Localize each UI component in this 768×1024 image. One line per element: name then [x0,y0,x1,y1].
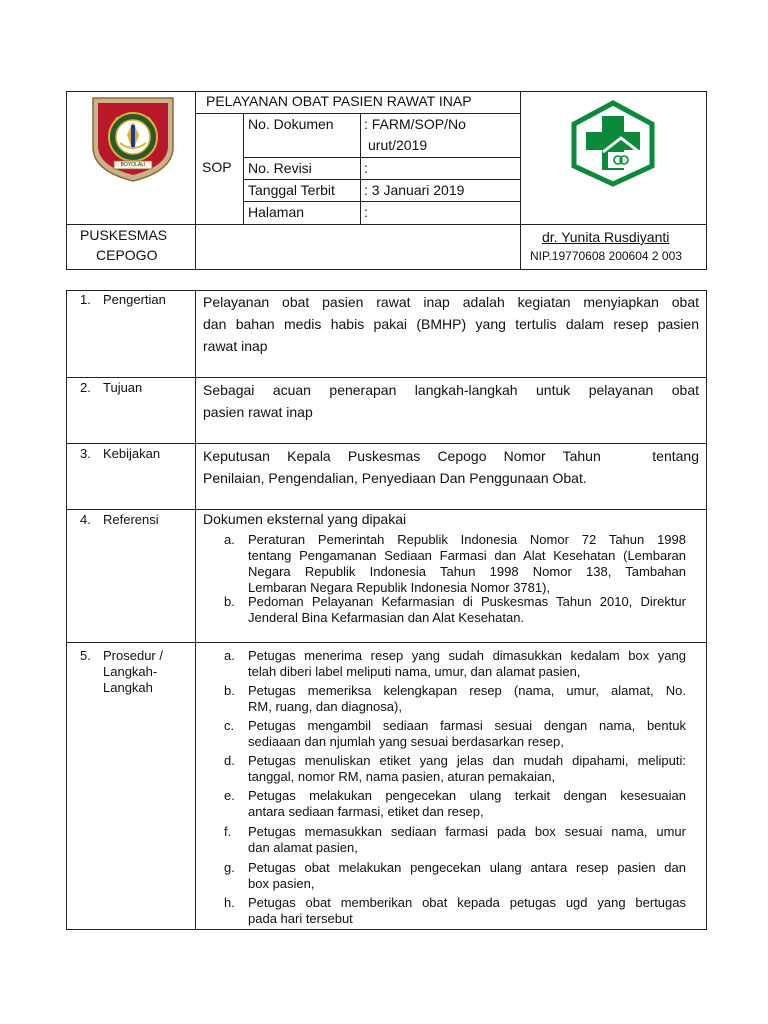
list-marker: e. [224,788,235,803]
procedure-step-e [224,788,686,820]
procedure-step-h [224,895,686,927]
reference-item-line: Negara Republik Indonesia Tahun 1998 Nomor 138, Tambahan [248,564,686,579]
procedure-step-line: Petugas mengambil sediaan farmasi sesuai dengan nama, bentuk [248,718,686,733]
procedure-step-line: Petugas melakukan pengecekan ulang terkait dengan kesesuaian [248,788,686,803]
sop-label: SOP [202,159,232,175]
page-label: Halaman [248,204,305,220]
list-marker: d. [224,753,235,768]
crest-ribbon-text: BOYOLALI [120,162,146,168]
reference-item-a [224,532,686,596]
procedure-step-line: sediaaan dan njumlah yang sesuai berdasarkan resep, [248,734,564,749]
section-1-line-1: Pelayanan obat pasien rawat inap adalah kegiatan menyiapkan obat [203,294,699,310]
revision-label: No. Revisi [248,160,312,176]
document-title: PELAYANAN OBAT PASIEN RAWAT INAP [206,93,472,109]
section-5-title-line3: Langkah [103,680,153,695]
section-4-number: 4. [80,512,91,527]
list-marker: b. [224,594,235,609]
org-name-line1: PUSKESMAS [80,227,168,243]
section-1-title: Pengertian [103,292,166,307]
list-marker: a. [224,648,235,663]
procedure-step-f [224,824,686,856]
procedure-step-line: dan alamat pasien, [248,840,358,855]
issue-date-label: Tanggal Terbit [248,182,335,198]
procedure-step-line: tanggal, nomor RM, nama pasien, aturan pemakaian, [248,769,556,784]
list-marker: h. [224,895,235,910]
section-2-line-2: pasien rawat inap [203,404,313,420]
procedure-step-d [224,753,686,785]
procedure-step-line: box pasien, [248,876,315,891]
reference-item-line: Pedoman Pelayanan Kefarmasian di Puskesmas Tahun 2010, Direktur [248,594,686,609]
section-3-title: Kebijakan [103,446,161,461]
procedure-step-g [224,860,686,892]
procedure-step-line: telah diberi label meliputi nama, umur, dan alamat pasien, [248,664,581,679]
procedure-step-line: Petugas menuliskan etiket yang jelas dan mudah dipahami, meliputi: [248,753,686,768]
section-2-number: 2. [80,380,91,395]
section-3-line-2: Penilaian, Pengendalian, Penyediaan Dan Penggunaan Obat. [203,470,587,486]
reference-item-line: Peraturan Pemerintah Republik Indonesia Nomor 72 Tahun 1998 [248,532,686,547]
section-2-line-1: Sebagai acuan penerapan langkah-langkah untuk pelayanan obat [203,382,699,398]
procedure-step-c [224,718,686,750]
section-1-line-3: rawat inap [203,338,268,354]
procedure-step-b [224,683,686,715]
section-4-intro: Dokumen eksternal yang dipakai [203,511,407,527]
doc-number-label: No. Dokumen [248,116,334,132]
reference-item-line: Lembaran Negara Republik Indonesia Nomor 3781), [248,580,551,595]
section-1-number: 1. [80,292,91,307]
signer-nip: NIP.19770608 200604 2 003 [530,249,682,263]
section-5-title-line2: Langkah- [103,664,158,679]
procedure-step-line: Petugas memeriksa kelengkapan resep (nama, umur, alamat, No. [248,683,686,698]
section-3-line-1: Keputusan Kepala Puskesmas Cepogo Nomor Tahun tentang [203,448,699,464]
section-1-line-2: dan bahan medis habis pakai (BMHP) yang tertulis dalam resep pasien [203,316,699,332]
list-marker: f. [224,824,232,839]
procedure-step-line: Petugas menerima resep yang sudah dimasukkan kedalam box yang [248,648,686,663]
regency-crest-logo [90,95,176,183]
procedure-step-line: Petugas obat memberikan obat kepada petugas ugd yang bertugas [248,895,686,910]
section-4-title: Referensi [103,512,159,527]
reference-item-b [224,594,686,626]
section-3-number: 3. [80,446,91,461]
procedure-step-line: Petugas obat melakukan pengecekan ulang antara resep pasien dan [248,860,686,875]
procedure-step-line: RM, ruang, dan diagnosa), [248,699,402,714]
signer-name: dr. Yunita Rusdiyanti [542,229,670,245]
section-2-title: Tujuan [103,380,143,395]
doc-number-value-line2: urut/2019 [368,137,428,153]
procedure-step-line: Petugas memasukkan sediaan farmasi pada box sesuai nama, umur [248,824,686,839]
page-value: : [364,204,368,220]
procedure-step-line: antara sediaan farmasi, etiket dan resep, [248,804,484,819]
procedure-step-a [224,648,686,680]
list-marker: c. [224,718,235,733]
list-marker: g. [224,860,235,875]
list-marker: a. [224,532,235,547]
list-marker: b. [224,683,235,698]
revision-value: : [364,160,368,176]
doc-number-value: : FARM/SOP/No [364,116,466,132]
issue-date-value: : 3 Januari 2019 [364,182,465,198]
procedure-step-line: pada hari tersebut [248,911,353,926]
reference-item-line: tentang Pengamanan Sediaan Farmasi dan Alat Kesehatan (Lembaran [248,548,686,563]
reference-item-line: Jenderal Bina Kefarmasian dan Alat Kesehatan. [248,610,525,625]
section-5-title-line1: Prosedur / [103,648,163,663]
org-name-line2: CEPOGO [96,247,158,263]
puskesmas-logo [566,98,661,188]
section-5-number: 5. [80,648,91,663]
